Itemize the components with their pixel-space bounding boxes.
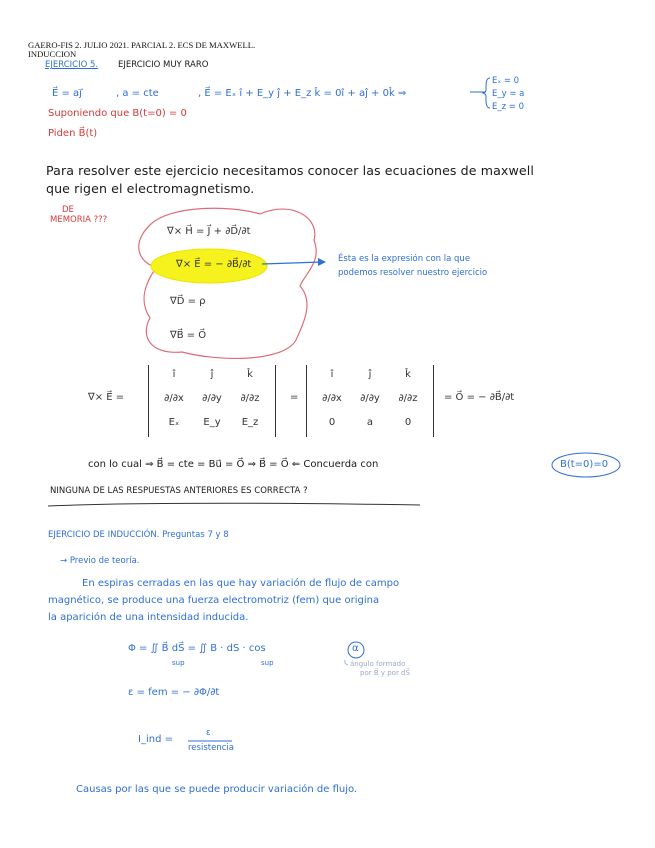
iind-denominator: resistencia — [188, 743, 234, 753]
m1-i: î — [172, 369, 176, 380]
m1-dy: ∂/∂y — [202, 393, 222, 404]
arrow-note-line-1: Ésta es la expresión con la que — [338, 254, 471, 264]
exercise-5-title: EJERCICIO 5. — [45, 60, 99, 70]
theory-prev: → Previo de teoría. — [60, 556, 140, 566]
m1-ey: E_y — [203, 417, 221, 428]
header-line-1: GAERO-FIS 2. JULIO 2021. PARCIAL 2. ECS DE MAXWELL. — [28, 40, 256, 50]
maxwell-gauss-b: ∇B⃗ = O⃗ — [170, 330, 207, 341]
maxwell-gauss-d: ∇D⃗ = ρ — [170, 296, 206, 307]
m2-i: î — [330, 369, 334, 380]
statement-line-2: que rigen el electromagnetismo. — [46, 181, 255, 196]
m2-dx: ∂/∂x — [322, 393, 342, 404]
m1-j: ĵ — [210, 369, 214, 380]
header-line-2: INDUCCION — [28, 49, 77, 59]
components-brace — [483, 78, 490, 108]
maxwell-ampere: ∇× H⃗ = J⃗ + ∂D⃗/∂t — [167, 226, 251, 237]
induccion-title: EJERCICIO DE INDUCCIÓN. Preguntas 7 y 8 — [48, 530, 229, 540]
component-ex: Eₓ = 0 — [492, 76, 520, 86]
exercise-5-subtitle: EJERCICIO MUY RARO — [118, 60, 209, 70]
given-constant: , a = cte — [116, 88, 159, 99]
theory-p2: magnético, se produce una fuerza electromotriz (fem) que origina — [48, 595, 380, 606]
statement-line-1: Para resolver este ejercicio necesitamos conocer las ecuaciones de maxwell — [46, 163, 534, 178]
conclusion-line: con lo cual ⇒ B⃗ = cte = Bu⃗ = O⃗ ⇒ B⃗ = O⃗ ⇐ Concuerda con — [88, 459, 379, 470]
m1-dx: ∂/∂x — [164, 393, 184, 404]
memoria-label-2: MEMORIA ??? — [50, 215, 108, 225]
fem-equation: ε = fem = − ∂Φ/∂t — [128, 687, 220, 698]
curl-lhs: ∇× E⃗ = — [88, 392, 125, 403]
maxwell-faraday: ∇× E⃗ = − ∂B⃗/∂t — [176, 259, 252, 270]
flux-sup-1: sup — [172, 659, 185, 667]
component-ey: E_y = a — [492, 89, 525, 99]
m2-j: ĵ — [368, 369, 372, 380]
theory-p1: En espiras cerradas en las que hay variación de flujo de campo — [82, 578, 400, 589]
angle-note-hook — [345, 660, 348, 665]
causes-line: Causas por las que se puede producir variación de flujo. — [76, 784, 358, 795]
m2-dz: ∂/∂z — [398, 393, 418, 404]
note-arrow-head — [318, 258, 326, 266]
given-field: E⃗ = aj⃗ — [52, 88, 82, 99]
m2-ez: 0 — [404, 417, 412, 428]
determinant-symbolic — [148, 365, 276, 437]
arrow-note-line-2: podemos resolver nuestro ejercicio — [338, 268, 488, 278]
answer-line: NINGUNA DE LAS RESPUESTAS ANTERIORES ES CORRECTA ? — [50, 486, 308, 496]
curl-rhs: = O⃗ = − ∂B⃗/∂t — [444, 392, 515, 403]
angle-note-2: por B⃗ y por dS⃗ — [360, 669, 410, 677]
curl-equals: = — [290, 392, 299, 403]
memoria-label-1: DE — [62, 205, 74, 215]
determinant-numeric — [306, 365, 434, 437]
answer-underline — [48, 503, 420, 506]
supposing-line: Suponiendo que B(t=0) = 0 — [48, 108, 187, 119]
m2-k: k̂ — [405, 369, 411, 380]
theory-p3: la aparición de una intensidad inducida. — [48, 612, 249, 623]
component-ez: E_z = 0 — [492, 102, 525, 112]
m2-ey: a — [366, 417, 374, 428]
flux-alpha: α — [352, 643, 359, 654]
m2-dy: ∂/∂y — [360, 393, 380, 404]
m1-ez: E_z — [241, 417, 259, 428]
m2-ex: 0 — [328, 417, 336, 428]
iind-numerator: ε — [206, 728, 211, 738]
iind-label: I_ind = — [138, 734, 173, 745]
flux-sup-2: sup — [261, 659, 274, 667]
flux-equation: Φ = ∬ B⃗ dS⃗ = ∬ B · dS · cos — [128, 643, 266, 654]
circled-condition-text: B(t=0)=0 — [560, 459, 609, 470]
field-expansion: , E⃗ = Eₓ î + E_y ĵ + E_z k̂ = 0î + aĵ + 0k̂ ⇒ — [198, 88, 407, 99]
angle-note-1: ángulo formado — [350, 660, 406, 668]
m1-ex: Eₓ — [168, 417, 180, 428]
m1-k: k̂ — [247, 369, 253, 380]
asked-line: Piden B⃗(t) — [48, 128, 98, 139]
m1-dz: ∂/∂z — [240, 393, 260, 404]
